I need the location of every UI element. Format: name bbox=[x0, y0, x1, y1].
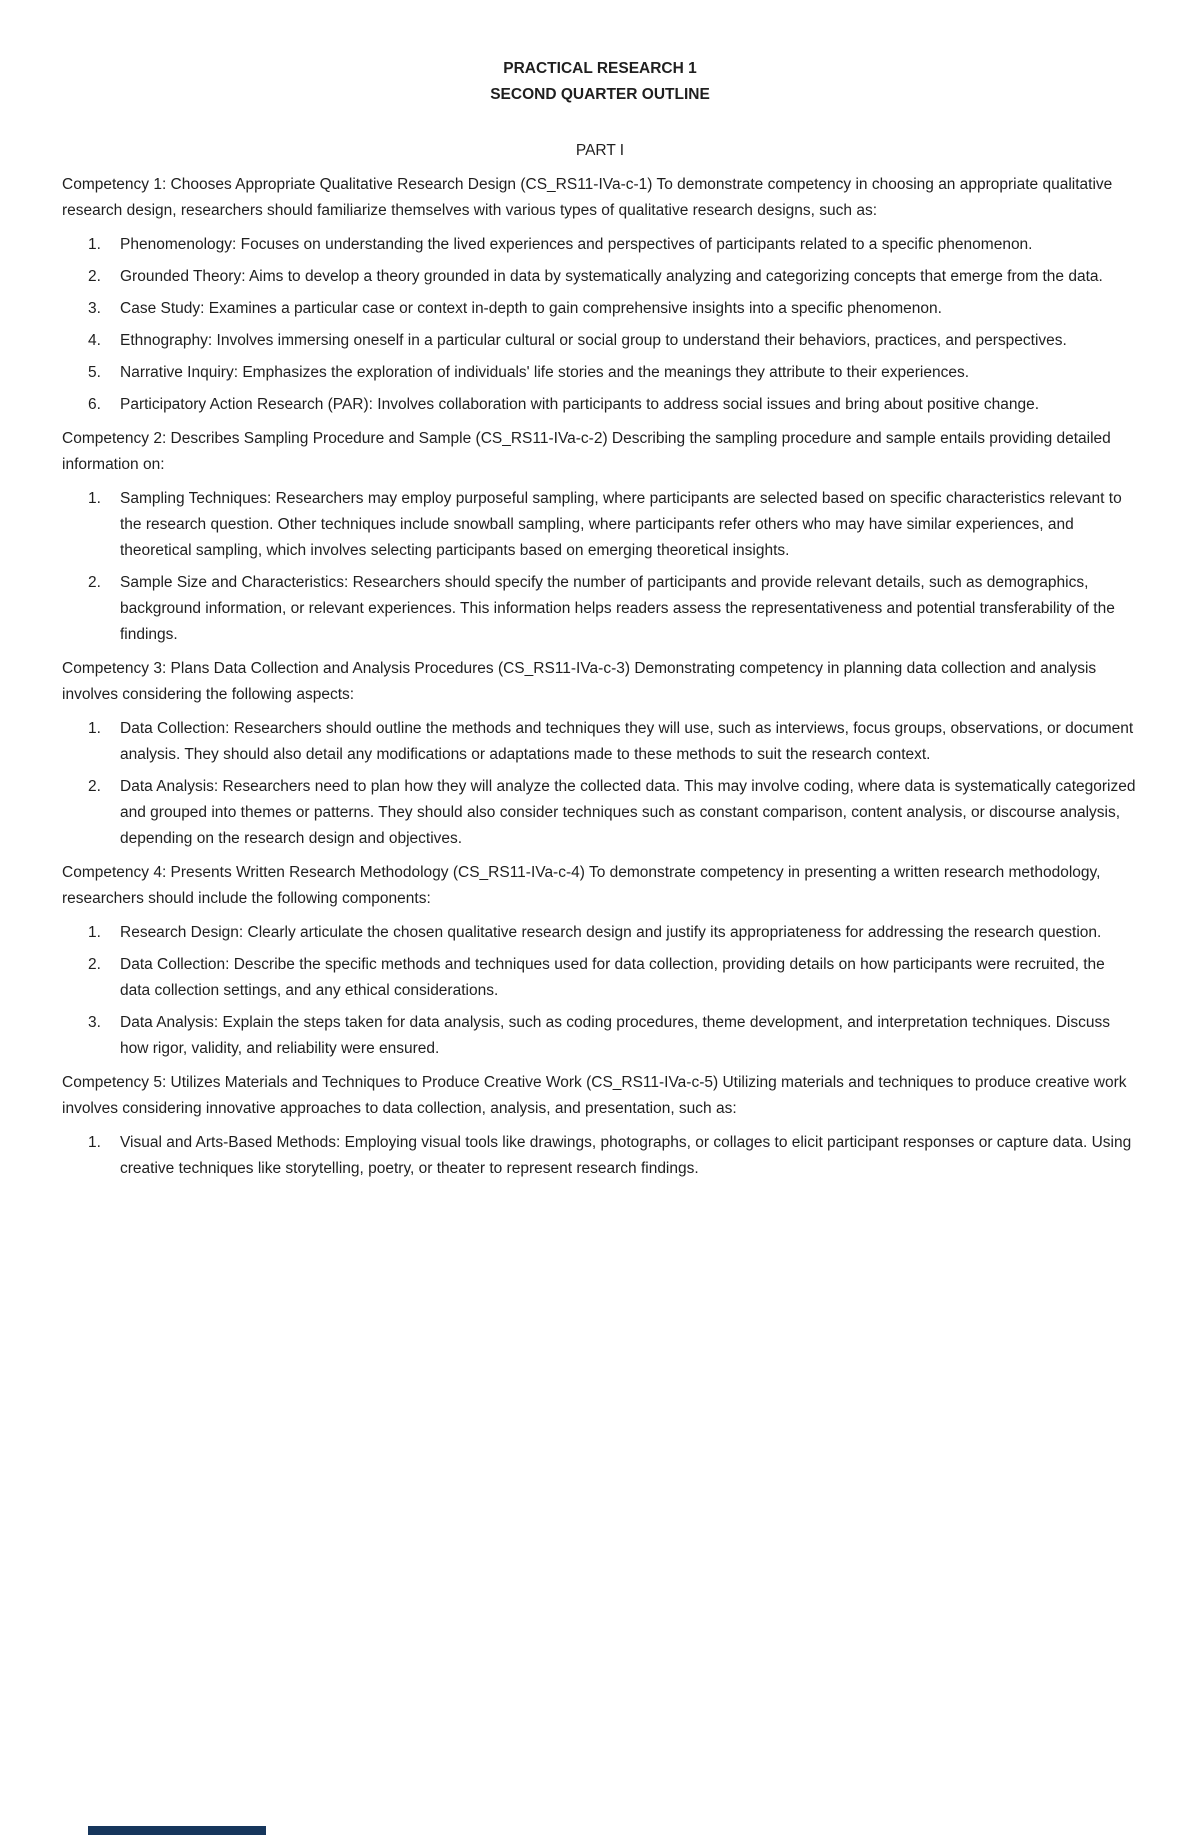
list-item-number: 1. bbox=[88, 490, 101, 507]
list-item bbox=[88, 232, 1138, 258]
list-item-text: Grounded Theory: Aims to develop a theory grounded in data by systematically analyzing and categorizing concepts that emerge from the data. bbox=[120, 268, 1103, 285]
part-heading: PART I bbox=[575, 142, 625, 159]
list-item-text: Narrative Inquiry: Emphasizes the exploration of individuals' life stories and the meanings they attribute to their experiences. bbox=[120, 364, 970, 381]
list-item-number: 2. bbox=[88, 574, 101, 591]
list-item-text: Case Study: Examines a particular case or context in-depth to gain comprehensive insights into a specific phenomenon. bbox=[120, 300, 942, 317]
title-line-2: SECOND QUARTER OUTLINE bbox=[490, 86, 710, 103]
list-item bbox=[88, 360, 1138, 386]
list-item bbox=[88, 774, 1138, 852]
competency-3-intro: Competency 3: Plans Data Collection and Analysis Procedures (CS_RS11-IVa-c-3) Demonstrating competency in planning data collection and analysis involves considering the following aspects: bbox=[62, 660, 1097, 703]
list-item-number: 2. bbox=[88, 778, 101, 795]
list-item bbox=[88, 296, 1138, 322]
list-item-number: 2. bbox=[88, 956, 101, 973]
list-item-text: Sampling Techniques: Researchers may employ purposeful sampling, where participants are selected based on specific characteristics relevant to the research question. Other techniques include snowball sampling, where participants refer others who may have similar experiences, and theoretical sampling, which involves selecting participants based on emerging theoretical insights. bbox=[120, 490, 1122, 559]
list-item bbox=[88, 952, 1138, 1004]
competency-4-intro: Competency 4: Presents Written Research Methodology (CS_RS11-IVa-c-4) To demonstrate competency in presenting a written research methodology, researchers should include the following components: bbox=[62, 864, 1101, 907]
list-item bbox=[88, 1130, 1138, 1182]
list-item-number: 1. bbox=[88, 236, 101, 253]
document-title bbox=[62, 56, 1138, 108]
list-item-number: 1. bbox=[88, 924, 101, 941]
competency-1-intro: Competency 1: Chooses Appropriate Qualitative Research Design (CS_RS11-IVa-c-1) To demonstrate competency in choosing an appropriate qualitative research design, researchers should familiarize themselves with various types of qualitative research designs, such as: bbox=[62, 176, 1113, 219]
competency-2-intro: Competency 2: Describes Sampling Procedure and Sample (CS_RS11-IVa-c-2) Describing the sampling procedure and sample entails providing detailed information on: bbox=[62, 430, 1111, 473]
list-item-text: Data Analysis: Researchers need to plan how they will analyze the collected data. This may involve coding, where data is systematically categorized and grouped into themes or patterns. They should also consider techniques such as constant comparison, content analysis, or discourse analysis, depending on the research design and objectives. bbox=[120, 778, 1136, 847]
list-item-text: Visual and Arts-Based Methods: Employing visual tools like drawings, photographs, or collages to elicit participant responses or capture data. Using creative techniques like storytelling, poetry, or theater to represent research findings. bbox=[120, 1134, 1132, 1177]
list-item-number: 6. bbox=[88, 396, 101, 413]
competency-3-list bbox=[62, 716, 1138, 852]
list-item bbox=[88, 920, 1138, 946]
list-item bbox=[88, 264, 1138, 290]
list-item-text: Sample Size and Characteristics: Researchers should specify the number of participants and provide relevant details, such as demographics, background information, or relevant experiences. This information helps readers assess the representativeness and potential transferability of the findings. bbox=[120, 574, 1115, 643]
list-item bbox=[88, 328, 1138, 354]
competency-5-intro: Competency 5: Utilizes Materials and Techniques to Produce Creative Work (CS_RS11-IVa-c-5) Utilizing materials and techniques to produce creative work involves considering innovative approaches to data collection, analysis, and presentation, such as: bbox=[62, 1074, 1127, 1117]
list-item-number: 4. bbox=[88, 332, 101, 349]
list-item-number: 3. bbox=[88, 300, 101, 317]
competency-1-list bbox=[62, 232, 1138, 418]
list-item-text: Phenomenology: Focuses on understanding the lived experiences and perspectives of participants related to a specific phenomenon. bbox=[120, 236, 1033, 253]
list-item-number: 1. bbox=[88, 1134, 101, 1151]
list-item-number: 2. bbox=[88, 268, 101, 285]
list-item-text: Data Analysis: Explain the steps taken for data analysis, such as coding procedures, theme development, and interpretation techniques. Discuss how rigor, validity, and reliability were ensured. bbox=[120, 1014, 1110, 1057]
competency-2-list bbox=[62, 486, 1138, 648]
list-item bbox=[88, 486, 1138, 564]
list-item-text: Participatory Action Research (PAR): Involves collaboration with participants to address social issues and bring about positive change. bbox=[120, 396, 1039, 413]
list-item-text: Data Collection: Describe the specific methods and techniques used for data collection, providing details on how participants were recruited, the data collection settings, and any ethical considerations. bbox=[120, 956, 1105, 999]
list-item-number: 1. bbox=[88, 720, 101, 737]
list-item bbox=[88, 716, 1138, 768]
list-item bbox=[88, 1010, 1138, 1062]
list-item-number: 3. bbox=[88, 1014, 101, 1031]
list-item-text: Data Collection: Researchers should outline the methods and techniques they will use, such as interviews, focus groups, observations, or document analysis. They should also detail any modifications or adaptations made to these methods to suit the research context. bbox=[120, 720, 1134, 763]
list-item-text: Ethnography: Involves immersing oneself in a particular cultural or social group to understand their behaviors, practices, and perspectives. bbox=[120, 332, 1067, 349]
list-item-number: 5. bbox=[88, 364, 101, 381]
list-item bbox=[88, 392, 1138, 418]
title-line-1: PRACTICAL RESEARCH 1 bbox=[503, 60, 697, 77]
list-item bbox=[88, 570, 1138, 648]
competency-4-list bbox=[62, 920, 1138, 1062]
competency-5-list bbox=[62, 1130, 1138, 1182]
selected-text-fragment bbox=[88, 1826, 266, 1835]
list-item-text: Research Design: Clearly articulate the chosen qualitative research design and justify its appropriateness for addressing the research question. bbox=[120, 924, 1102, 941]
